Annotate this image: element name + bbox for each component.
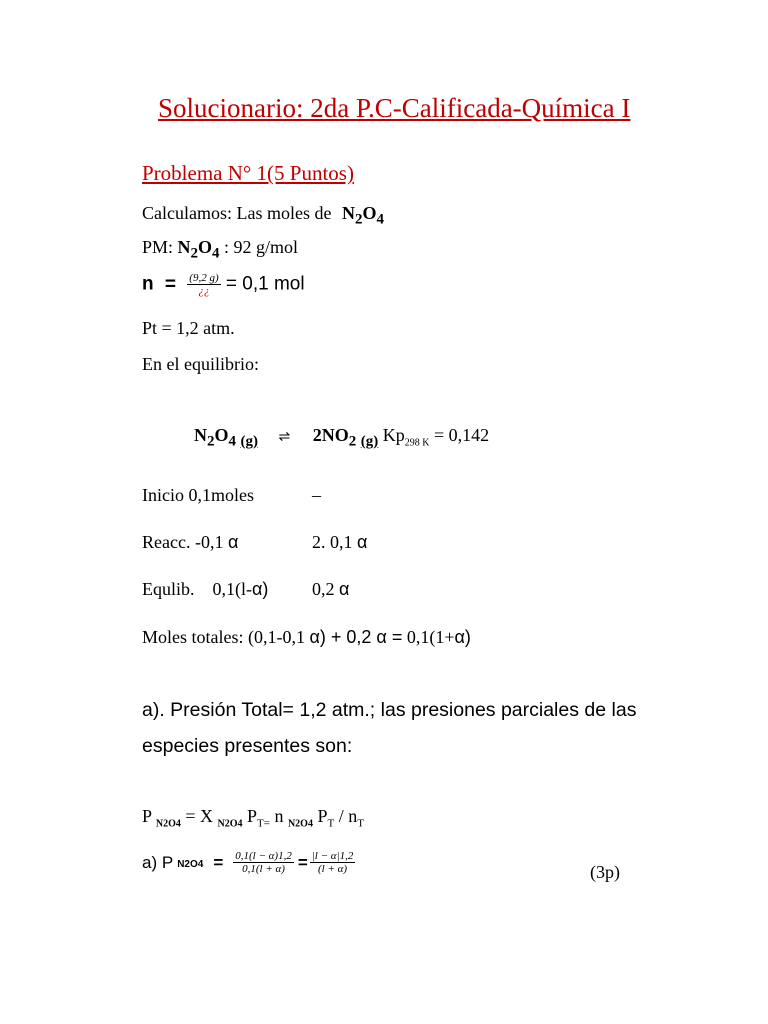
fraction-2-denominator: (l + α) [318,863,348,875]
pt-line: Pt = 1,2 atm. [142,318,235,338]
kp-temperature: 298 K [404,437,430,449]
n-result: = 0,1 mol [225,273,305,295]
fraction-1 [233,850,294,875]
kp-value: = 0,142 [433,425,490,445]
pm-value: : 92 g/mol [224,237,299,257]
a-label: a) P [142,852,174,872]
equlib-label: Equlib. 0,1(l-α) [142,579,269,599]
pm-line [142,237,299,262]
points-label: (3p) [590,862,620,882]
pm-label: PM: [142,237,174,257]
partial-pressure-formula: P $_{N2O4}$ = X $_{N2O4}$ $P_{T=}$ n $_{N2O4}$ $P_T / n_T$ [142,806,364,830]
a-equals: = [213,852,224,872]
calc-label: Calculamos: Las moles de [142,203,332,223]
part-a-line1: a). Presión Total= 1,2 atm.; las presiones parciales de las [142,699,637,721]
a-equals-2: = [297,852,308,872]
kp-label: Kp [382,425,405,445]
reacc-label: Reacc. -0,1 α [142,532,239,552]
n-fraction [187,272,220,297]
reacc-value: 2. 0,1 α [312,532,368,552]
pressure-fraction-line [142,850,355,875]
inicio-label: Inicio 0,1moles [142,485,254,505]
n-line [142,272,305,297]
equilibrium-arrow-icon: ⇌ [278,430,291,445]
product-formula: $2NO_2$ $_{(g)}$ [312,425,379,450]
moles-totales: Moles totales: (0,1-0,1 α) + 0,2 α = 0,1(1+α) [142,627,471,647]
inicio-value: – [312,485,321,505]
n-equals: = [164,273,176,295]
n2o4-formula: $N_2O_4$ [341,203,384,228]
part-a-line2: especies presentes son: [142,735,353,757]
equilibrio-label: En el equilibrio: [142,354,259,374]
pm-formula: $N_2O_4$ [177,237,220,262]
n-label: n [142,273,154,295]
a-subscript: N2O4 [177,859,204,870]
reactant-formula: $N_2O_4$ $_{(g)}$ [194,425,259,450]
n-denominator: ¿¿ [198,285,210,297]
fraction-1-denominator: 0,1(l + α) [242,863,285,875]
fraction-1-numerator: 0,1(l − α)1,2 [235,850,292,862]
fraction-2-numerator: |l − α|1,2 [311,850,354,862]
equlib-value: 0,2 α [312,579,350,599]
document-title: Solucionario: 2da P.C-Calificada-Química I [158,93,631,123]
problem-heading: Problema N° 1(5 Puntos) [142,161,354,185]
n-numerator: (9,2 g) [189,272,219,284]
reaction-line [194,425,490,450]
fraction-2 [310,850,356,875]
calc-line [142,203,384,228]
